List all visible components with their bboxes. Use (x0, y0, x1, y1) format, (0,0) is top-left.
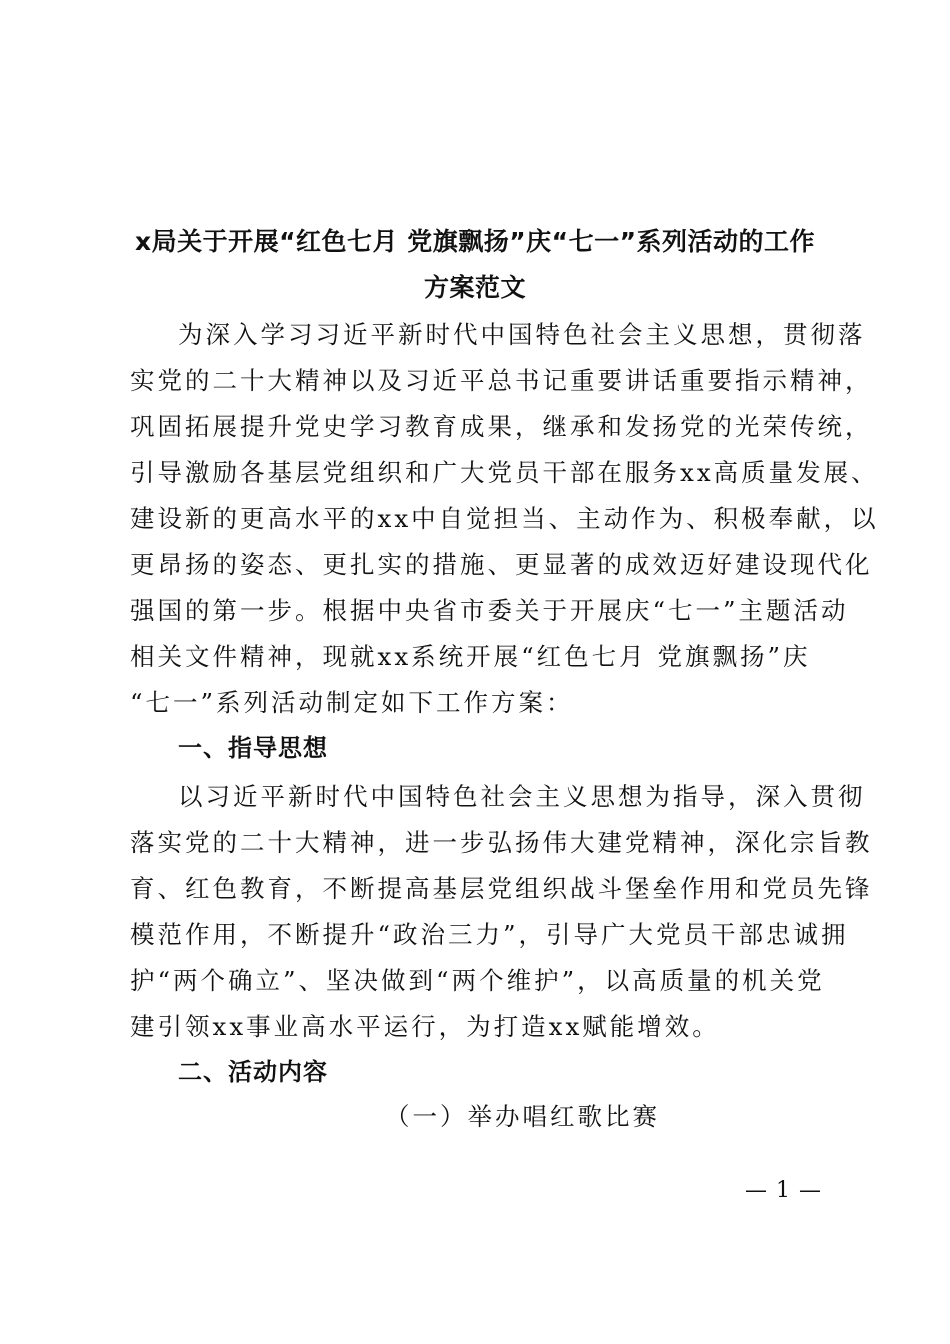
intro-paragraph (130, 312, 879, 726)
intro-line: 为深入学习习近平新时代中国特色社会主义思想，贯彻落 (178, 320, 866, 349)
intro-line: 更昂扬的姿态、更扎实的措施、更显著的成效迈好建设现代化 (130, 550, 873, 579)
page-number: — 1 — (745, 1178, 822, 1203)
section-heading-activity-content: 二、活动内容 (178, 1058, 328, 1086)
document-title-line-1: x局关于开展“红色七月 党旗飘扬”庆“七一”系列活动的工作 (134, 227, 816, 256)
section1-paragraph (130, 774, 873, 1050)
intro-line: 实党的二十大精神以及习近平总书记重要讲话重要指示精神， (130, 366, 873, 395)
section1-line: 建引领xx事业高水平运行，为打造xx赋能增效。 (130, 1012, 720, 1041)
section1-line: 落实党的二十大精神，进一步弘扬伟大建党精神，深化宗旨教 (130, 828, 873, 857)
section1-line: 育、红色教育，不断提高基层党组织战斗堡垒作用和党员先锋 (130, 874, 873, 903)
section1-line: 以习近平新时代中国特色社会主义思想为指导，深入贯彻 (178, 782, 866, 811)
intro-line: 建设新的更高水平的xx中自觉担当、主动作为、积极奉献，以 (130, 504, 879, 533)
intro-line: “七一”系列活动制定如下工作方案： (130, 688, 574, 717)
subsection-heading-red-song-contest: （一）举办唱红歌比赛 (385, 1102, 660, 1131)
intro-line: 巩固拓展提升党史学习教育成果，继承和发扬党的光荣传统， (130, 412, 873, 441)
section-heading-guiding-thought: 一、指导思想 (178, 734, 328, 762)
document-title-line-2: 方案范文 (423, 273, 526, 302)
section1-line: 模范作用，不断提升“政治三力”，引导广大党员干部忠诚拥 (130, 920, 849, 949)
intro-line: 引导激励各基层党组织和广大党员干部在服务xx高质量发展、 (130, 458, 879, 487)
intro-paragraph-block (130, 312, 879, 726)
section1-line: 护“两个确立”、坚决做到“两个维护”，以高质量的机关党 (130, 966, 825, 995)
intro-line: 强国的第一步。根据中央省市委关于开展庆“七一”主题活动 (130, 596, 849, 625)
section1-paragraph-block (130, 774, 873, 1050)
intro-line: 相关文件精神，现就xx系统开展“红色七月 党旗飘扬”庆 (130, 642, 811, 671)
